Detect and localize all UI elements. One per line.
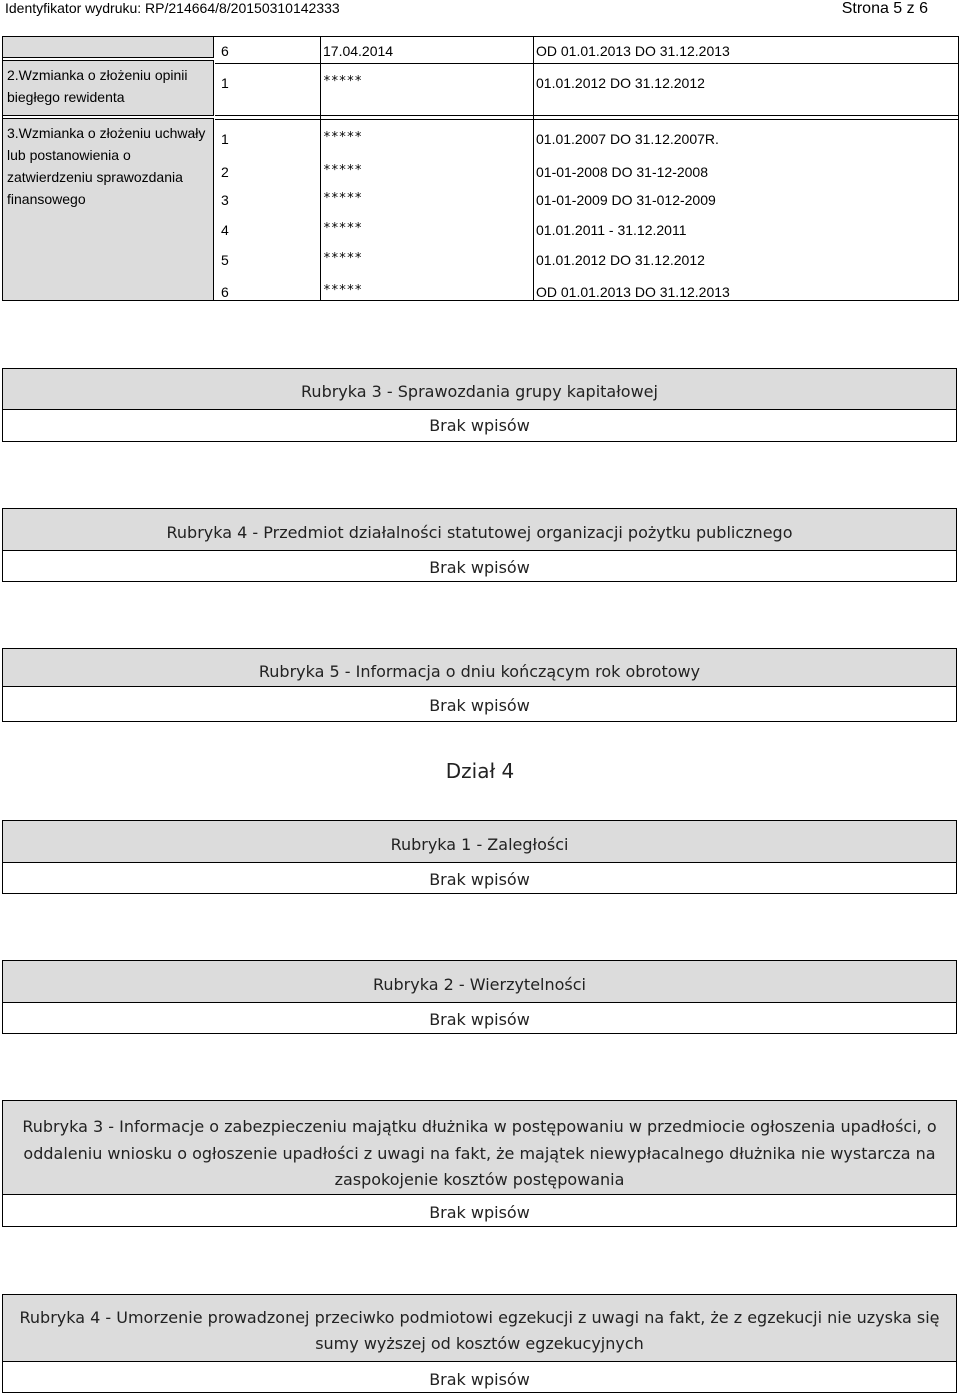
section-title: Rubryka 5 - Informacja o dniu kończącym rok obrotowy: [3, 649, 956, 687]
section-dzial4-rubryka-1: [2, 820, 957, 894]
table-row: 3 ***** 01-01-2009 DO 31-012-2009: [221, 191, 716, 208]
label-separator: [3, 57, 214, 61]
table-row: 6 ***** OD 01.01.2013 DO 31.12.2013: [221, 283, 730, 300]
section-body: Brak wpisów: [429, 558, 530, 577]
section2-label: 2.Wzmianka o złożeniu opinii biegłego rewidenta: [7, 67, 188, 105]
section-body: Brak wpisów: [429, 416, 530, 435]
print-identifier: Identyfikator wydruku: RP/214664/8/20150310142333: [5, 0, 340, 16]
section-title: Rubryka 4 - Przedmiot działalności statutowej organizacji pożytku publicznego: [3, 509, 956, 551]
table-row: 1 ***** 01.01.2012 DO 31.12.2012: [221, 74, 705, 91]
section-body: Brak wpisów: [429, 1203, 530, 1222]
label-separator: [3, 115, 214, 119]
table-row: 6 17.04.2014 OD 01.01.2013 DO 31.12.2013: [221, 43, 730, 59]
section-title: Rubryka 1 - Zaległości: [3, 821, 956, 863]
print-header: [0, 0, 960, 22]
section-rubryka-4: [2, 508, 957, 582]
table-row: 2 ***** 01-01-2008 DO 31-12-2008: [221, 163, 709, 180]
table-row: 4 ***** 01.01.2011 - 31.12.2011: [221, 221, 687, 238]
section-body: Brak wpisów: [429, 1370, 530, 1389]
entries-table: [2, 36, 959, 301]
section-title: Rubryka 3 - Informacje o zabezpieczeniu majątku dłużnika w postępowaniu w przedmiocie ogłoszenia upadłości, o oddaleniu wniosku o ogłoszenie upadłości z uwagi na fakt, że majątek niewypłacalnego dłużnika nie wystarcza na zaspokojenie kosztów postępowania: [3, 1101, 956, 1195]
section-body: Brak wpisów: [429, 870, 530, 889]
section-title: Rubryka 4 - Umorzenie prowadzonej przeciwko podmiotowi egzekucji z uwagi na fakt, że z egzekucji nie uzyska się sumy wyższej od kosztów egzekucyjnych: [3, 1295, 956, 1362]
section-dzial4-rubryka-2: [2, 960, 957, 1034]
section-rubryka-5: [2, 648, 957, 722]
label-column: [3, 37, 214, 300]
section-body: Brak wpisów: [429, 696, 530, 715]
section-title: Rubryka 3 - Sprawozdania grupy kapitałowej: [3, 369, 956, 410]
page-number: Strona 5 z 6: [841, 0, 928, 17]
section-dzial4-rubryka-3: [2, 1100, 957, 1227]
section-title: Rubryka 2 - Wierzytelności: [3, 961, 956, 1003]
section-dzial4-rubryka-4: [2, 1294, 957, 1393]
section-rubryka-3: [2, 368, 957, 442]
table-row: 1 ***** 01.01.2007 DO 31.12.2007R.: [221, 130, 719, 147]
section-body: Brak wpisów: [429, 1010, 530, 1029]
table-row: 5 ***** 01.01.2012 DO 31.12.2012: [221, 251, 705, 268]
section-heading: Dział 4: [445, 759, 515, 783]
section3-label: 3.Wzmianka o złożeniu uchwały lub postanowienia o zatwierdzeniu sprawozdania finansowego: [7, 125, 206, 207]
